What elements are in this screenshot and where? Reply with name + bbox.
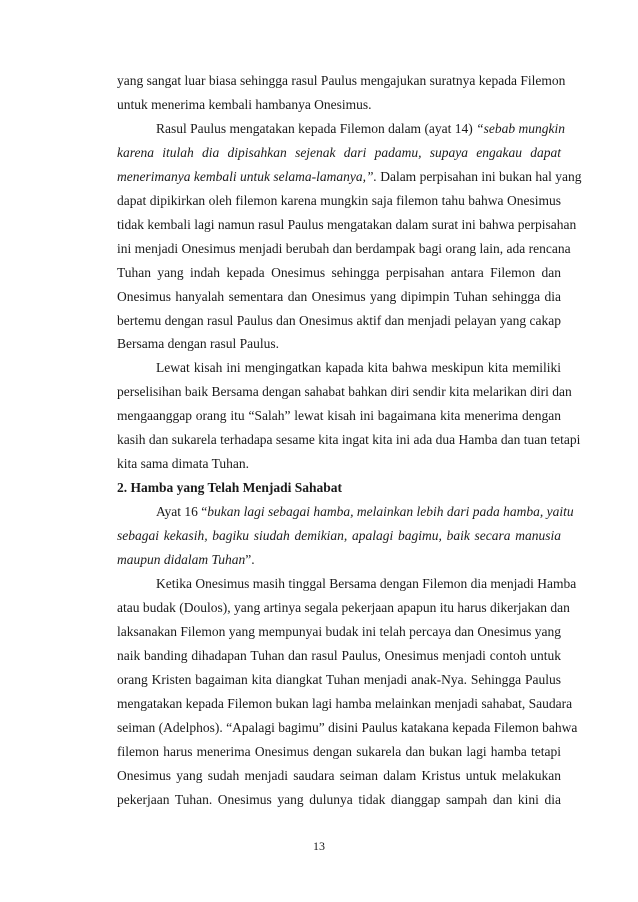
text-line: orang Kristen bagaiman kita diangkat Tuhan menjadi anak-Nya. Sehingga Paulus — [117, 671, 561, 687]
text-run: ”. — [245, 552, 255, 567]
text-line — [117, 167, 582, 187]
quote-run: maupun didalam Tuhan — [117, 552, 246, 567]
quote-run: karena itulah dia dipisahkan sejenak dari padamu, supaya engakau dapat — [117, 144, 561, 160]
text-run: Ayat 16 “ — [156, 504, 208, 520]
text-run: Dalam perpisahan ini bukan hal yang — [376, 168, 582, 184]
text-line: Onesimus yang sudah menjadi saudara seiman dalam Kristus untuk melakukan — [117, 767, 561, 783]
quote-run: menerimanya kembali untuk selama-lamanya,”. — [117, 168, 377, 184]
text-line: ini menjadi Onesimus menjadi berubah dan berdampak bagi orang lain, ada rencana — [117, 240, 571, 256]
text-line: kasih dan sukarela terhadapa sesame kita ingat kita ini ada dua Hamba dan tuan tetapi — [117, 432, 581, 448]
text-line: tidak kembali lagi namun rasul Paulus mengatakan dalam surat ini bahwa perpisahan — [117, 216, 577, 232]
text-line: perselisihan baik Bersama dengan sahabat bahkan diri sendir kita melarikan diri dan — [117, 384, 572, 400]
text-line: laksanakan Filemon yang mempunyai budak ini telah percaya dan Onesimus yang — [117, 623, 561, 639]
text-line: kita sama dimata Tuhan. — [117, 456, 249, 472]
text-line: Lewat kisah ini mengingatkan kapada kita bahwa meskipun kita memiliki — [156, 360, 561, 376]
text-line: untuk menerima kembali hambanya Onesimus. — [117, 97, 372, 112]
text-line: bertemu dengan rasul Paulus dan Onesimus aktif dan menjadi pelayan yang cakap — [117, 312, 561, 328]
text-line: Onesimus hanyalah sementara dan Onesimus yang dipimpin Tuhan sehingga dia — [117, 288, 561, 304]
text-run: Rasul Paulus mengatakan kepada Filemon dalam (ayat 14) — [156, 120, 477, 136]
text-line: filemon harus menerima Onesimus dengan sukarela dan bukan lagi hamba tetapi — [117, 743, 561, 759]
text-line: mengaanggap orang itu “Salah” lewat kisah ini bagaimana kita menerima dengan — [117, 408, 561, 424]
text-line — [117, 526, 561, 546]
text-line — [156, 502, 574, 522]
quote-run: “sebab mungkin — [476, 120, 566, 136]
text-line: seiman (Adelphos). “Apalagi bagimu” disini Paulus katakana kepada Filemon bahwa — [117, 719, 578, 735]
text-line — [117, 550, 561, 570]
text-line: Ketika Onesimus masih tinggal Bersama dengan Filemon dia menjadi Hamba — [156, 576, 577, 591]
text-line: naik banding dihadapan Tuhan dan rasul Paulus, Onesimus menjadi contoh untuk — [117, 647, 561, 663]
text-line — [156, 119, 566, 139]
text-line — [117, 143, 561, 163]
text-line: atau budak (Doulos), yang artinya segala pekerjaan apapun itu harus dikerjakan dan — [117, 599, 570, 615]
quote-run: sebagai kekasih, bagiku siudah demikian, apalagi bagimu, baik secara manusia — [117, 528, 561, 543]
quote-run: bukan lagi sebagai hamba, melainkan lebih dari pada hamba, yaitu — [207, 504, 574, 520]
page-number: 13 — [313, 839, 325, 853]
text-line: mengatakan kepada Filemon bukan lagi hamba melainkan menjadi sahabat, Saudara — [117, 695, 573, 711]
text-line: yang sangat luar biasa sehingga rasul Paulus mengajukan suratnya kepada Filemon — [117, 73, 566, 88]
text-line: Bersama dengan rasul Paulus. — [117, 336, 279, 352]
text-line: pekerjaan Tuhan. Onesimus yang dulunya tidak dianggap sampah dan kini dia — [117, 791, 561, 807]
text-line: Tuhan yang indah kepada Onesimus sehingga perpisahan antara Filemon dan — [117, 264, 561, 280]
text-line: dapat dipikirkan oleh filemon karena mungkin saja filemon tahu bahwa Onesimus — [117, 192, 561, 208]
section-heading: 2. Hamba yang Telah Menjadi Sahabat — [117, 480, 343, 496]
